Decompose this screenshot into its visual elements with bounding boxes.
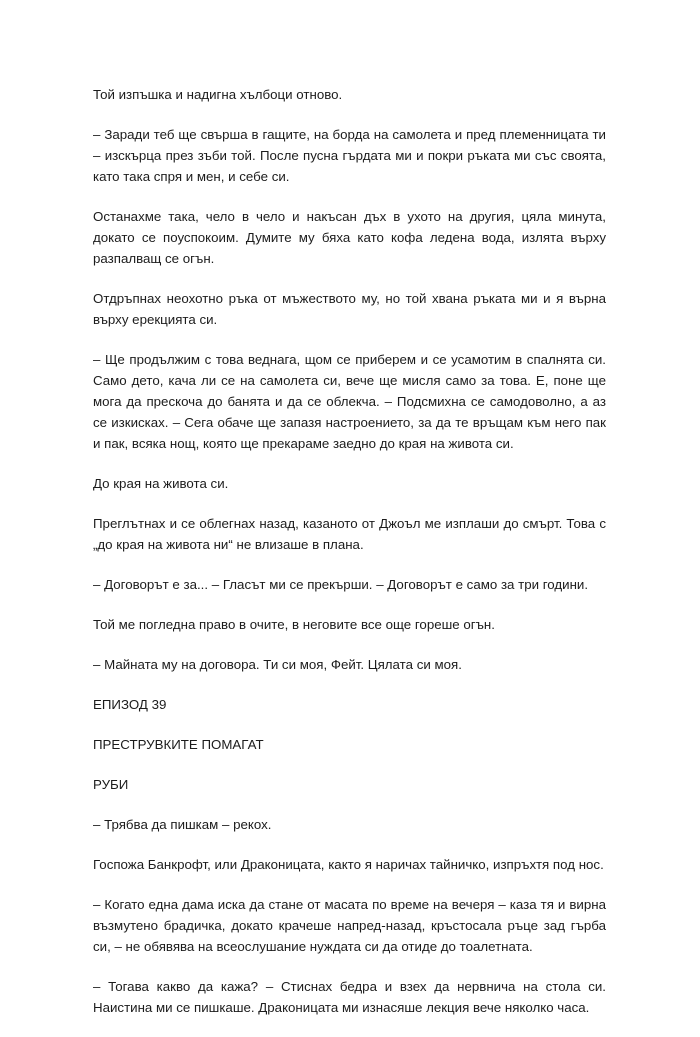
paragraph: – Когато една дама иска да стане от масата по време на вечеря – каза тя и вирна възмутено брадичка, докато крачеше напред-назад, кръстосала ръце зад гърба си, – не обявява на всеослушание нуждата си да отиде до тоалетната.	[93, 897, 606, 954]
paragraph: Останахме така, чело в чело и накъсан дъх в ухото на другия, цяла минута, докато се поуспокоим. Думите му бяха като кофа ледена вода, излята върху разпалващ се огън.	[93, 209, 606, 266]
episode-heading: ЕПИЗОД 39	[93, 697, 167, 712]
paragraph: – Трябва да пишкам – рекох.	[93, 817, 272, 832]
paragraph: Той изпъшка и надигна хълбоци отново.	[93, 87, 343, 102]
paragraph: – Договорът е за... – Гласът ми се прекърши. – Договорът е само за три години.	[93, 577, 589, 592]
paragraph: Отдръпнах неохотно ръка от мъжеството му, но той хвана ръката ми и я върна върху ерекцията си.	[93, 291, 606, 327]
paragraph: До края на живота си.	[93, 476, 229, 491]
paragraph: Той ме погледна право в очите, в неговите все още гореше огън.	[93, 617, 495, 632]
paragraph: – Тогава какво да кажа? – Стиснах бедра и взех да нервнича на стола си. Наистина ми се пишкаше. Драконицата ми изнасяше лекция вече няколко часа.	[93, 979, 606, 1015]
narrator-name: РУБИ	[93, 777, 129, 792]
paragraph: – Ще продължим с това веднага, щом се приберем и се усамотим в спалнята си. Само дето, кача ли се на самолета си, вече ще мисля само за това. Е, поне ще мога да прескоча до банята и да се облекча. – Подсмихна се самодоволно, а аз се изкисках. – Сега обаче ще запазя настроението, за да те връщам към него пак и пак, всяка нощ, която ще прекараме заедно до края на живота си.	[93, 352, 606, 451]
paragraph: – Майната му на договора. Ти си моя, Фейт. Цялата си моя.	[93, 657, 462, 672]
paragraph: Госпожа Банкрофт, или Драконицата, както я наричах тайничко, изпръхтя под нос.	[93, 857, 604, 872]
paragraph: – Заради теб ще свърша в гащите, на борда на самолета и пред племенницата ти – изскърца през зъби той. После пусна гърдата ми и покри ръката ми със своята, като така спря и мен, и себе си.	[93, 127, 606, 184]
paragraph: Преглътнах и се облегнах назад, казаното от Джоъл ме изплаши до смърт. Това с „до края на живота ни“ не влизаше в плана.	[93, 516, 606, 552]
document-page	[93, 84, 606, 1037]
chapter-title: ПРЕСТРУВКИТЕ ПОМАГАТ	[93, 737, 264, 752]
